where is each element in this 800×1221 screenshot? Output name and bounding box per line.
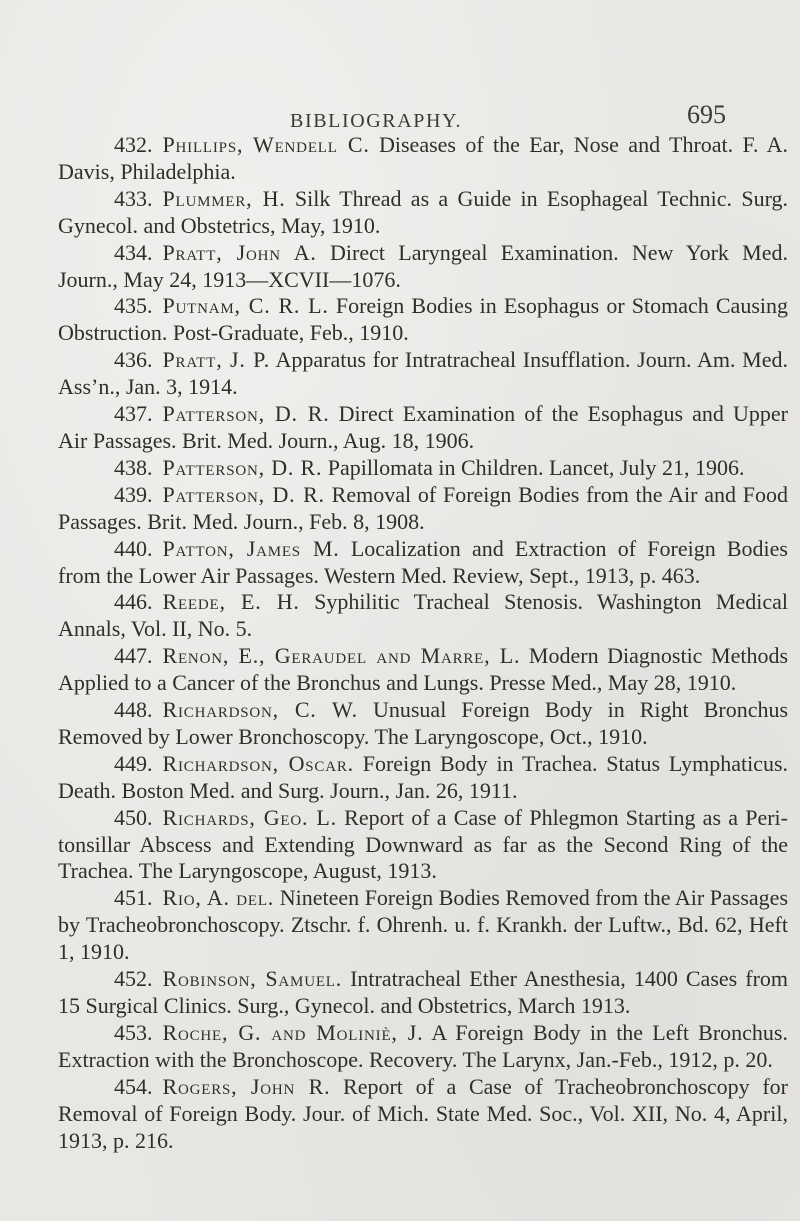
entry-number: 452. xyxy=(114,966,153,992)
entry-author: Patton, James M. xyxy=(162,535,340,561)
entry-number: 454. xyxy=(114,1073,153,1099)
entry-text: Report of a Case of Tracheobronchoscopy for Removal of Foreign Body. Jour. of Mich. State Med. Soc., Vol. XII, No. 4, April, 1913, p. 216. xyxy=(58,1073,788,1153)
entry-text: Modern Diagnostic Methods Applied to a Cancer of the Bronchus and Lungs. Presse Med., May 28, 1910. xyxy=(58,643,789,696)
entry-text: Removal of Foreign Bodies from the Air and Food Passages. Brit. Med. Journ., Feb. 8, 1908. xyxy=(58,481,788,534)
entry-number: 440. xyxy=(114,535,153,561)
entry-number: 438. xyxy=(114,454,153,480)
bibliography-entry xyxy=(58,240,788,294)
entry-text: Localization and Extraction of Foreign Bodies from the Lower Air Passages. Western Med. Review, Sept., 1913, p. 463. xyxy=(58,535,788,588)
entry-number: 447. xyxy=(114,643,153,669)
entry-text: Intratracheal Ether Anesthesia, 1400 Cases from 15 Surgical Clinics. Surg., Gynecol. and Obstetrics, March 1913. xyxy=(58,966,789,1018)
bibliography-entry xyxy=(58,966,788,1020)
bibliography-entry xyxy=(58,643,788,697)
entry-number: 449. xyxy=(114,750,153,776)
entry-text: Foreign Body in Trachea. Status Lymphaticus. Death. Boston Med. and Surg. Journ., Jan. 26, 1911. xyxy=(58,750,789,803)
entry-text: Syphilitic Tracheal Stenosis. Washington Medical Annals, Vol. II, No. 5. xyxy=(58,589,789,642)
entry-number: 446. xyxy=(114,589,153,615)
entry-number: 450. xyxy=(114,804,153,830)
bibliography-entry xyxy=(58,293,788,347)
entry-number: 448. xyxy=(114,697,153,723)
entry-number: 433. xyxy=(114,185,153,211)
entry-author: Patterson, D. R. xyxy=(162,401,330,427)
entry-text: Report of a Case of Phlegmon Starting as a Peri-tonsillar Abscess and Extending Downward as far as the Second Ring of the Trachea. The Laryngoscope, August, 1913. xyxy=(58,804,788,884)
entry-number: 435. xyxy=(114,293,153,319)
entry-author: Patterson, D. R. xyxy=(162,481,325,507)
page-number: 695 xyxy=(687,100,726,129)
entry-author: Rio, A. del. xyxy=(162,885,275,911)
bibliography-list xyxy=(58,132,788,1154)
entry-author: Putnam, C. R. L. xyxy=(162,293,329,319)
entry-text: Foreign Bodies in Esophagus or Stomach Causing Obstruction. Post-Graduate, Feb., 1910. xyxy=(58,293,788,346)
running-head xyxy=(0,100,800,134)
bibliography-entry xyxy=(58,536,788,590)
entry-author: Rogers, John R. xyxy=(162,1073,331,1099)
bibliography-entry xyxy=(58,885,788,966)
entry-text: Unusual Foreign Body in Right Bronchus Removed by Lower Bronchoscopy. The Laryngoscope, Oct., 1910. xyxy=(58,697,789,749)
entry-text: Diseases of the Ear, Nose and Throat. F. A. Davis, Philadelphia. xyxy=(58,132,789,184)
entry-number: 434. xyxy=(114,239,153,265)
entry-number: 451. xyxy=(114,885,153,911)
entry-author: Phillips, Wendell C. xyxy=(162,132,370,157)
bibliography-entry xyxy=(58,186,788,240)
entry-author: Patterson, D. R. xyxy=(162,454,323,480)
bibliography-entry xyxy=(58,1020,788,1074)
bibliography-entry xyxy=(58,401,788,455)
entry-author: Pratt, John A. xyxy=(162,239,317,265)
entry-author: Richardson, C. W. xyxy=(162,697,358,723)
entry-author: Pratt, J. P. xyxy=(162,347,271,373)
bibliography-entry xyxy=(58,1074,788,1155)
entry-author: Richardson, Oscar. xyxy=(162,750,354,776)
bibliography-entry xyxy=(58,347,788,401)
entry-number: 453. xyxy=(114,1019,153,1045)
entry-text: Apparatus for Intratracheal Insufflation. Journ. Am. Med. Ass’n., Jan. 3, 1914. xyxy=(58,347,788,400)
entry-author: Renon, E., Geraudel and Marre, L. xyxy=(162,643,521,669)
entry-text: Silk Thread as a Guide in Esophageal Technic. Surg. Gynecol. and Obstetrics, May, 1910. xyxy=(58,185,789,238)
running-title: BIBLIOGRAPHY. xyxy=(290,110,463,132)
entry-author: Plummer, H. xyxy=(162,185,286,211)
entry-text: Direct Laryngeal Examination. New York Med. Journ., May 24, 1913—XCVII—1076. xyxy=(58,239,789,292)
bibliography-entry xyxy=(58,455,788,482)
bibliography-entry xyxy=(58,805,788,886)
entry-number: 437. xyxy=(114,401,153,427)
bibliography-entry xyxy=(58,751,788,805)
entry-text: Direct Examination of the Esophagus and Upper Air Passages. Brit. Med. Journ., Aug. 18, 1906. xyxy=(58,401,788,453)
bibliography-entry xyxy=(58,589,788,643)
entry-text: Papillomata in Children. Lancet, July 21, 1906. xyxy=(327,454,745,480)
entry-text: A Foreign Body in the Left Bronchus. Extraction with the Bronchoscope. Recovery. The Larynx, Jan.-Feb., 1912, p. 20. xyxy=(58,1019,788,1072)
entry-author: Robinson, Samuel. xyxy=(162,966,343,992)
entry-number: 436. xyxy=(114,347,153,373)
bibliography-entry xyxy=(58,482,788,536)
entry-author: Richards, Geo. L. xyxy=(162,804,337,830)
entry-text: Nineteen Foreign Bodies Removed from the Air Passages by Tracheobronchoscopy. Ztschr. f. Ohrenh. u. f. Krankh. der Luftw., Bd. 62, Heft 1, 1910. xyxy=(58,885,789,965)
bibliography-entry xyxy=(58,132,788,186)
entry-number: 432. xyxy=(114,132,153,157)
entry-author: Reede, E. H. xyxy=(162,589,300,615)
bibliography-entry xyxy=(58,697,788,751)
entry-author: Roche, G. and Moliniè, J. xyxy=(162,1019,424,1045)
entry-number: 439. xyxy=(114,481,153,507)
